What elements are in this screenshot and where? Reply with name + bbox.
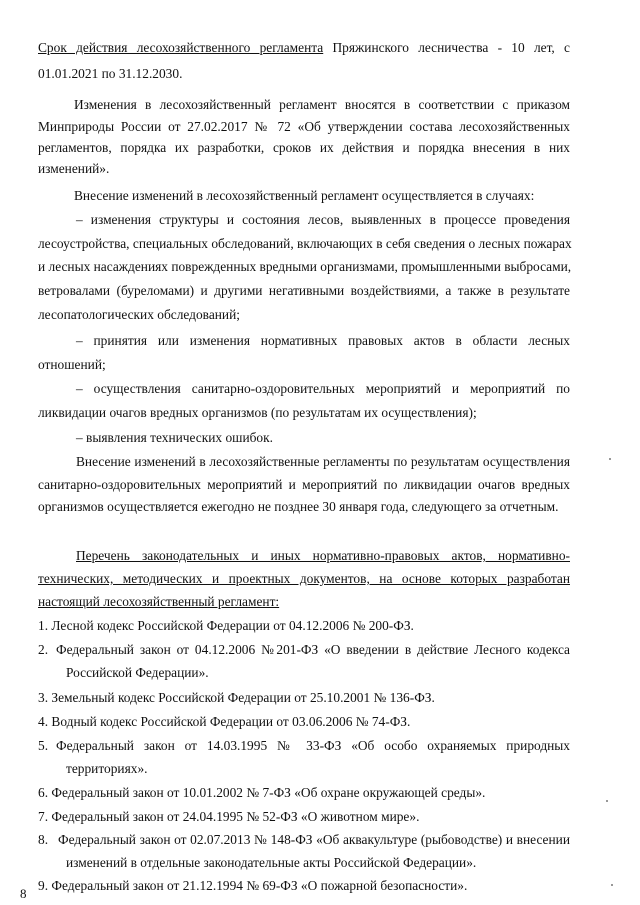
scan-speck <box>611 884 613 886</box>
list-item-1 <box>38 618 414 634</box>
list-item-number: 3. <box>38 690 49 705</box>
page-number: 8 <box>20 886 27 901</box>
cases-intro: Внесение изменений в лесохозяйственный регламент осуществляется в случаях: <box>74 188 535 203</box>
list-item-5-text-2: территориях». <box>66 761 148 776</box>
case-line-3: и лесных насаждениях поврежденных вредными организмами, промышленными выбросами, <box>38 259 572 274</box>
list-item-8-text-2: изменений в отдельные законодательные акты Российской Федерации». <box>66 855 477 870</box>
scan-speck <box>609 458 611 460</box>
list-item-text: Водный кодекс Российской Федерации от 03.06.2006 № 74-ФЗ. <box>51 714 411 729</box>
list-heading-1: Перечень законодательных и иных нормативно-правовых актов, нормативно- <box>76 548 570 563</box>
case-line-9: ликвидации очагов вредных организмов (по результатам их осуществления); <box>38 405 477 420</box>
list-item-5 <box>38 738 48 754</box>
list-item-text: Федеральный закон от 10.01.2002 № 7-ФЗ «Об охране окружающей среды». <box>51 785 486 800</box>
case-line-2: лесоустройства, специальных обследований, включающих в себя сведения о лесных пожарах <box>38 236 572 251</box>
case-line-10: – выявления технических ошибок. <box>76 430 273 445</box>
list-item-number: 9. <box>38 878 49 893</box>
list-item-text: Федеральный закон от 21.12.1994 № 69-ФЗ «О пожарной безопасности». <box>51 878 468 893</box>
case-line-1: – изменения структуры и состояния лесов, выявленных в процессе проведения <box>76 212 570 227</box>
sanitary-line-3: организмов осуществляется ежегодно не позднее 30 января года, следующего за отчетным. <box>38 499 559 514</box>
list-item-4 <box>38 714 410 730</box>
changes-line-4: изменений». <box>38 161 110 176</box>
list-item-text: Федеральный закон от 24.04.1995 № 52-ФЗ «О животном мире». <box>51 809 420 824</box>
term-underlined: Срок действия лесохозяйственного регламента <box>38 40 324 55</box>
list-item-number: 2. <box>38 642 49 657</box>
list-item-number: 1. <box>38 618 49 633</box>
case-line-7: отношений; <box>38 357 106 372</box>
changes-line-2: Минприроды России от 27.02.2017 № 72 «Об утверждении состава лесохозяйственных <box>38 119 570 134</box>
changes-line-3: регламентов, порядка их разработки, сроков их действия и порядка внесения в них <box>38 140 570 155</box>
case-line-5: лесопатологических обследований; <box>38 307 240 322</box>
changes-line-1: Изменения в лесохозяйственный регламент вносятся в соответствии с приказом <box>74 97 570 112</box>
scan-speck <box>606 800 608 802</box>
list-item-8-text-1: Федеральный закон от 02.07.2013 № 148-ФЗ «Об аквакультуре (рыбоводстве) и внесении <box>58 832 570 847</box>
case-line-4: ветровалами (буреломами) и другими негативными воздействиями, а также в результате <box>38 283 570 298</box>
list-item-number: 7. <box>38 809 49 824</box>
case-line-6: – принятия или изменения нормативных правовых актов в области лесных <box>76 333 570 348</box>
list-item-text: Лесной кодекс Российской Федерации от 04.12.2006 № 200-ФЗ. <box>51 618 414 633</box>
list-heading-3: настоящий лесохозяйственный регламент: <box>38 594 280 609</box>
list-item-number: 5. <box>38 738 49 753</box>
list-item-7 <box>38 809 419 825</box>
case-line-8: – осуществления санитарно-оздоровительных мероприятий и мероприятий по <box>76 381 570 396</box>
term-line-2: 01.01.2021 по 31.12.2030. <box>38 66 183 81</box>
term-rest: Пряжинского лесничества - 10 лет, с <box>323 40 570 55</box>
list-item-number: 6. <box>38 785 49 800</box>
sanitary-line-2: санитарно-оздоровительных мероприятий и мероприятий по ликвидации очагов вредных <box>38 477 570 492</box>
list-item-number: 4. <box>38 714 49 729</box>
list-item-8 <box>38 832 48 848</box>
list-item-2 <box>38 642 48 658</box>
list-item-6 <box>38 785 485 801</box>
list-item-number: 8. <box>38 832 49 847</box>
list-item-2-text-2: Российской Федерации». <box>66 665 209 680</box>
sanitary-line-1: Внесение изменений в лесохозяйственные регламенты по результатам осуществления <box>76 454 570 469</box>
list-item-5-text-1: Федеральный закон от 14.03.1995 № 33-ФЗ «Об особо охраняемых природных <box>56 738 570 753</box>
list-heading-2: технических, методических и проектных документов, на основе которых разработан <box>38 571 570 586</box>
list-item-text: Земельный кодекс Российской Федерации от 25.10.2001 № 136-ФЗ. <box>51 690 435 705</box>
term-line-1 <box>38 40 570 56</box>
list-item-9 <box>38 878 467 894</box>
list-item-2-text-1: Федеральный закон от 04.12.2006 №201-ФЗ «О введении в действие Лесного кодекса <box>56 642 570 657</box>
list-item-3 <box>38 690 435 706</box>
